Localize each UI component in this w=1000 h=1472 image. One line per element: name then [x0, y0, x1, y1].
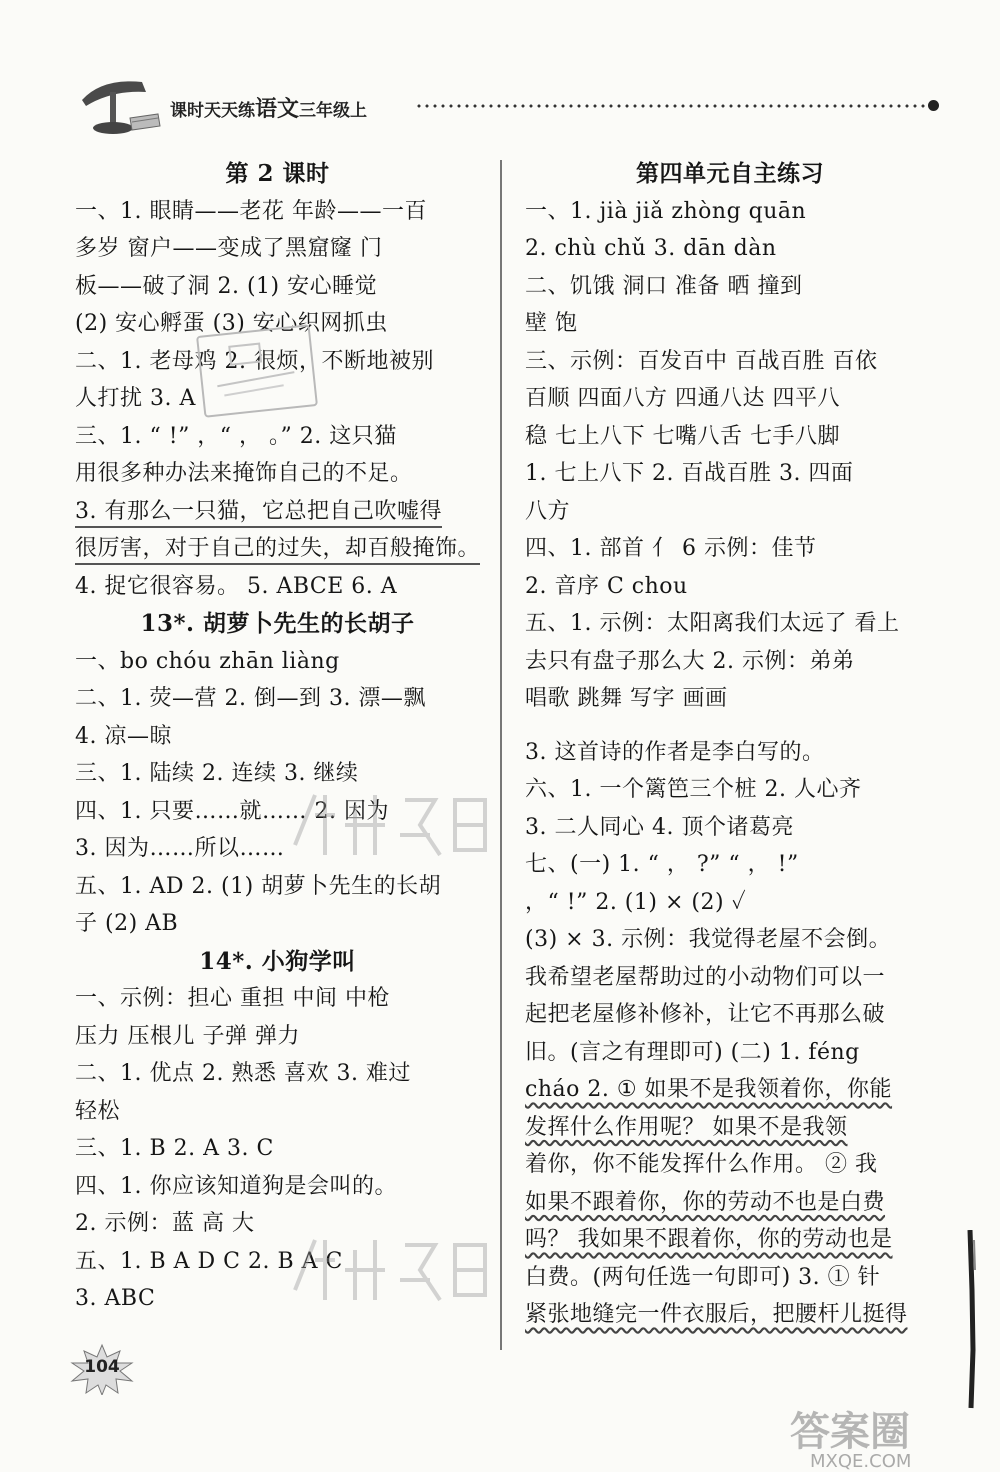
answer-line: cháo 2. ① 如果不是我领着你，你能: [525, 1077, 893, 1102]
answer-line: 发挥什么作用呢？ 如果不是我领: [525, 1114, 848, 1140]
answer-line: 二、1. 优点 2. 熟悉 喜欢 3. 难过: [75, 1061, 411, 1086]
page-number-badge: [68, 1343, 136, 1395]
right-answer-column: [525, 155, 935, 1334]
page-number: 104: [84, 1357, 120, 1377]
answer-line: 白费。(两句任选一句即可) 3. ① 针: [525, 1264, 881, 1290]
answer-line: 四、1. 你应该知道狗是会叫的。: [75, 1173, 397, 1199]
answer-line: 3. 有那么一只猫，它总把自己吹嘘得: [75, 493, 480, 531]
answer-line: 五、1. 示例：太阳离我们太远了 看上: [525, 611, 900, 636]
answer-line: 六、1. 一个篱笆三个桩 2. 人心齐: [525, 777, 862, 802]
answer-line: 2. 音序 C chou: [525, 573, 688, 599]
answer-line: ，“ !” 2. (1) × (2) ✓: [525, 889, 747, 915]
answer-line: 二、1. 荧—营 2. 倒—到 3. 漂—飘: [75, 686, 426, 711]
column-divider: [500, 160, 502, 1350]
answer-line: 唱歌 跳舞 写字 画画: [525, 686, 728, 711]
answer-line: 吗？ 我如果不跟着你，你的劳动也是: [525, 1227, 893, 1252]
answer-line: 人打扰 3. A: [75, 386, 196, 411]
page-header: [60, 62, 940, 142]
section-title: 13*. 胡萝卜先生的长胡子: [140, 610, 415, 637]
answer-line: 一、1. 眼睛——老花 年龄——一百: [75, 198, 427, 224]
answer-line: 三、1. 陆续 2. 连续 3. 继续: [75, 761, 359, 786]
section-title: 14*. 小狗学叫: [199, 947, 356, 975]
answer-line: 4. 凉—晾: [75, 723, 172, 749]
margin-pen-stroke: [960, 1230, 976, 1410]
corner-watermark-main: 答案圈: [790, 1409, 910, 1455]
answer-line: 2. 示例：蓝 高 大: [75, 1211, 255, 1236]
section-title: 第 2 课时: [225, 160, 330, 187]
corner-watermark-sub: MXQE.COM: [810, 1451, 912, 1472]
answer-line: 四、1. 只要……就…… 2. 因为: [75, 798, 389, 824]
answer-line: 多岁 窗户——变成了黑窟窿 门: [75, 236, 383, 261]
answer-line: 我希望老屋帮助过的小动物们可以一: [525, 964, 886, 990]
answer-line: 压力 压根儿 子弹 弹力: [75, 1023, 300, 1049]
answer-line: 起把老屋修补修补，让它不再那么破: [525, 1002, 886, 1027]
answer-line: 二、饥饿 洞口 准备 晒 撞到: [525, 273, 803, 299]
answer-line: 如果不跟着你，你的劳动不也是白费: [525, 1189, 886, 1215]
answer-line: 子 (2) AB: [75, 911, 179, 936]
answer-line: 1. 七上八下 2. 百战百胜 3. 四面: [525, 461, 854, 486]
answer-line: 三、1. B 2. A 3. C: [75, 1136, 274, 1161]
corner-watermark: [790, 1400, 911, 1472]
answer-line: 用很多种办法来掩饰自己的不足。: [75, 461, 413, 486]
answer-line: 轻松: [75, 1098, 121, 1124]
answer-line: 壁 饱: [525, 311, 578, 336]
answer-line: 五、1. AD 2. (1) 胡萝卜先生的长胡: [75, 873, 442, 899]
answer-line: (3) × 3. 示例：我觉得老屋不会倒。: [525, 927, 892, 952]
answer-line: 旧。(言之有理即可) (二) 1. féng: [525, 1039, 860, 1065]
answer-line: 紧张地缝完一件衣服后，把腰杆儿挺得: [525, 1302, 908, 1327]
answer-line: 一、1. jià jiǎ zhòng quān: [525, 198, 807, 224]
answer-line: 五、1. B A D C 2. B A C: [75, 1248, 343, 1274]
answer-line: 一、示例：担心 重担 中间 中枪: [75, 986, 390, 1011]
answer-line: 去只有盘子那么大 2. 示例：弟弟: [525, 648, 855, 674]
section-title: 第四单元自主练习: [636, 160, 824, 187]
answer-line: 一、bo chóu zhān liàng: [75, 648, 340, 674]
answer-line: 4. 捉它很容易。 5. ABCE 6. A: [75, 573, 398, 599]
answer-line: (2) 安心孵蛋 (3) 安心织网抓虫: [75, 311, 388, 336]
answer-line: 板——破了洞 2. (1) 安心睡觉: [75, 273, 378, 299]
header-title: 课时天天练语文三年级上: [170, 97, 368, 122]
answer-line: 四、1. 部首 亻 6 示例：佳节: [525, 536, 817, 561]
answer-line: 八方: [525, 498, 571, 524]
answer-line: 3. 这首诗的作者是李白写的。: [525, 739, 825, 765]
answer-line: 3. 因为……所以……: [75, 836, 285, 861]
answer-line: 七、(一) 1. “ ， ?” “ ， !”: [525, 852, 799, 877]
desk-lamp-icon: [72, 70, 162, 140]
answer-line: 很厉害，对于自己的过失，却百般掩饰。: [75, 530, 480, 568]
stamp-image: [196, 324, 318, 417]
answer-line: 2. chù chǔ 3. dān dàn: [525, 236, 777, 261]
answer-line: 二、1. 老母鸡 2. 很烦，不断地被别: [75, 348, 434, 374]
header-dotted-rule: [415, 104, 930, 108]
answer-line: 稳 七上八下 七嘴八舌 七手八脚: [525, 423, 840, 449]
answer-line: 百顺 四面八方 四通八达 四平八: [525, 386, 840, 411]
answer-line: 着你，你不能发挥什么作用。 ② 我: [525, 1152, 878, 1177]
answer-line: 三、1. “ !” ，“ ， 。” 2. 这只猫: [75, 423, 397, 449]
answer-line: 3. ABC: [75, 1286, 156, 1311]
answer-line: 三、示例：百发百中 百战百胜 百依: [525, 348, 878, 374]
header-rule-end-dot: [928, 100, 939, 111]
answer-line: 3. 二人同心 4. 顶个诸葛亮: [525, 814, 794, 840]
